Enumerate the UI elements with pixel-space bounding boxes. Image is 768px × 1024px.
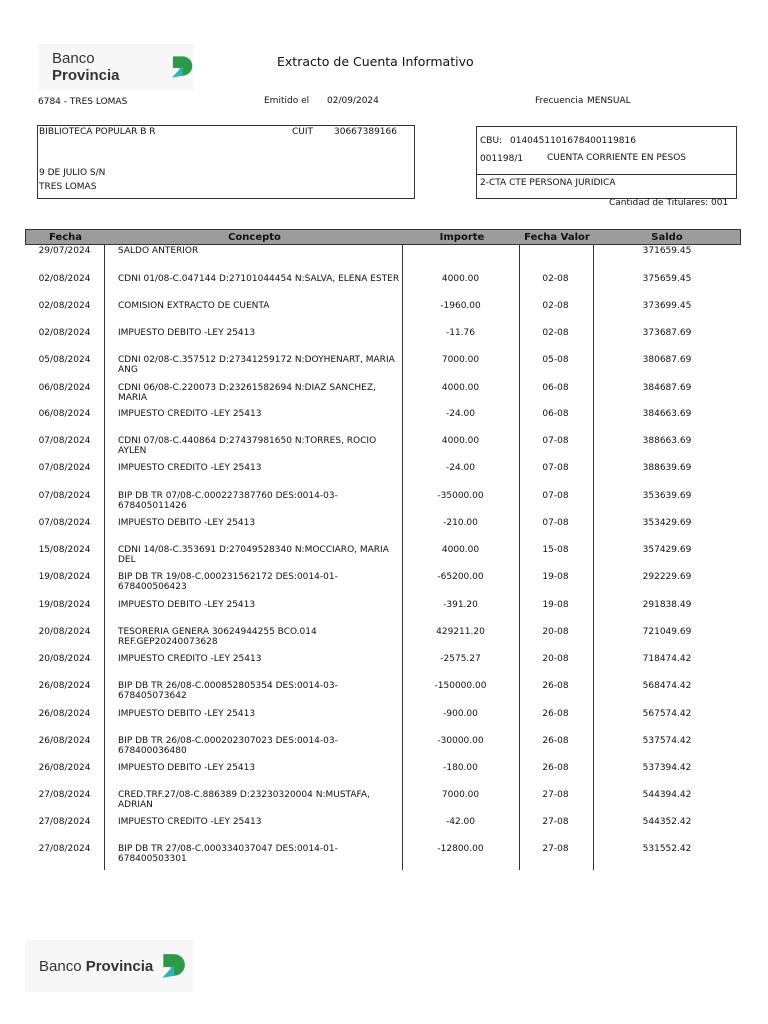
row-balance: 357429.69 — [642, 545, 692, 555]
row-balance: 373699.45 — [642, 301, 692, 311]
issued-label: Emitido el — [264, 96, 310, 106]
branch: 6784 - TRES LOMAS — [38, 97, 128, 107]
column-divider — [519, 245, 520, 870]
row-value-date: 26-08 — [542, 709, 569, 719]
row-balance: 380687.69 — [642, 355, 692, 365]
row-concept: IMPUESTO DEBITO -LEY 25413 — [118, 328, 256, 338]
row-value-date: 19-08 — [542, 572, 569, 582]
client-name: BIBLIOTECA POPULAR B R — [39, 127, 156, 137]
issued-date: 02/09/2024 — [327, 96, 379, 106]
row-amount: -12800.00 — [437, 844, 484, 854]
row-amount: -30000.00 — [437, 736, 484, 746]
cuit-value: 30667389166 — [334, 127, 397, 137]
row-value-date: 07-08 — [542, 491, 569, 501]
row-value-date: 27-08 — [542, 790, 569, 800]
table-header — [25, 229, 741, 245]
header-value-date: Fecha Valor — [524, 231, 590, 243]
row-amount: 429211.20 — [436, 627, 485, 637]
row-amount: -1960.00 — [440, 301, 481, 311]
row-date: 07/08/2024 — [38, 436, 91, 446]
row-amount: -24.00 — [445, 463, 475, 473]
row-value-date: 20-08 — [542, 654, 569, 664]
row-date: 29/07/2024 — [38, 246, 91, 256]
row-date: 02/08/2024 — [38, 274, 91, 284]
row-value-date: 15-08 — [542, 545, 569, 555]
row-concept: CDNI 06/08-C.220073 D:23261582694 N:DIAZ SANCHEZ, MARIA — [118, 383, 376, 403]
bank-logo — [38, 44, 194, 90]
row-concept: IMPUESTO CREDITO -LEY 25413 — [118, 463, 262, 473]
header-balance: Saldo — [651, 231, 683, 243]
row-balance: 721049.69 — [642, 627, 692, 637]
banco-provincia-logo-icon — [169, 54, 194, 80]
row-amount: 4000.00 — [441, 436, 480, 446]
row-balance: 537574.42 — [642, 736, 692, 746]
frequency-value: MENSUAL — [587, 96, 631, 106]
row-balance: 384687.69 — [642, 383, 692, 393]
row-concept: CDNI 01/08-C.047144 D:27101044454 N:SALVA, ELENA ESTER — [118, 274, 400, 284]
row-concept: BIP DB TR 26/08-C.000852805354 DES:0014-03-678405073642 — [118, 681, 338, 701]
row-balance: 388663.69 — [642, 436, 692, 446]
frequency-label: Frecuencia — [535, 96, 584, 106]
row-value-date: 07-08 — [542, 463, 569, 473]
row-balance: 537394.42 — [642, 763, 692, 773]
row-value-date: 26-08 — [542, 736, 569, 746]
row-date: 05/08/2024 — [38, 355, 91, 365]
banco-provincia-logo-icon — [159, 952, 187, 980]
row-date: 07/08/2024 — [38, 463, 91, 473]
row-value-date: 02-08 — [542, 328, 569, 338]
row-balance: 292229.69 — [642, 572, 692, 582]
row-date: 06/08/2024 — [38, 409, 91, 419]
row-date: 06/08/2024 — [38, 383, 91, 393]
row-balance: 291838.49 — [642, 600, 692, 610]
row-balance: 371659.45 — [642, 246, 692, 256]
row-balance: 544394.42 — [642, 790, 692, 800]
row-concept: IMPUESTO DEBITO -LEY 25413 — [118, 518, 256, 528]
row-date: 26/08/2024 — [38, 709, 91, 719]
row-date: 26/08/2024 — [38, 681, 91, 691]
row-date: 26/08/2024 — [38, 736, 91, 746]
row-amount: -65200.00 — [437, 572, 484, 582]
row-amount: -391.20 — [443, 600, 478, 610]
column-divider — [104, 245, 105, 870]
holders-label: Cantidad de Titulares: — [609, 198, 709, 208]
row-date: 19/08/2024 — [38, 572, 91, 582]
row-date: 20/08/2024 — [38, 627, 91, 637]
row-concept: IMPUESTO CREDITO -LEY 25413 — [118, 409, 262, 419]
row-balance: 567574.42 — [642, 709, 692, 719]
row-value-date: 06-08 — [542, 409, 569, 419]
row-amount: -180.00 — [443, 763, 478, 773]
row-concept: CDNI 02/08-C.357512 D:27341259172 N:DOYHENART, MARIA ANG — [118, 355, 395, 375]
row-concept: CRED.TRF.27/08-C.886389 D:23230320004 N:MUSTAFA, ADRIAN — [118, 790, 370, 810]
row-date: 02/08/2024 — [38, 301, 91, 311]
row-value-date: 07-08 — [542, 436, 569, 446]
row-date: 27/08/2024 — [38, 790, 91, 800]
row-value-date: 02-08 — [542, 274, 569, 284]
row-value-date: 20-08 — [542, 627, 569, 637]
bank-name: Banco Provincia — [52, 50, 120, 84]
row-date: 20/08/2024 — [38, 654, 91, 664]
row-value-date: 07-08 — [542, 518, 569, 528]
row-balance: 568474.42 — [642, 681, 692, 691]
holders-value: 001 — [711, 198, 729, 208]
row-concept: IMPUESTO DEBITO -LEY 25413 — [118, 763, 256, 773]
row-concept: IMPUESTO DEBITO -LEY 25413 — [118, 709, 256, 719]
column-divider — [402, 245, 403, 870]
row-amount: 4000.00 — [441, 383, 480, 393]
account-type: CUENTA CORRIENTE EN PESOS — [547, 153, 687, 163]
row-date: 27/08/2024 — [38, 844, 91, 854]
row-balance: 353639.69 — [642, 491, 692, 501]
row-amount: -11.76 — [445, 328, 475, 338]
row-date: 07/08/2024 — [38, 518, 91, 528]
row-balance: 531552.42 — [642, 844, 692, 854]
row-value-date: 27-08 — [542, 817, 569, 827]
row-date: 07/08/2024 — [38, 491, 91, 501]
bank-logo-footer — [25, 940, 193, 992]
row-amount: -35000.00 — [437, 491, 484, 501]
row-amount: -210.00 — [443, 518, 478, 528]
row-balance: 353429.69 — [642, 518, 692, 528]
row-value-date: 02-08 — [542, 301, 569, 311]
row-balance: 718474.42 — [642, 654, 692, 664]
row-concept: SALDO ANTERIOR — [118, 246, 199, 256]
row-concept: BIP DB TR 19/08-C.000231562172 DES:0014-01-678400506423 — [118, 572, 338, 592]
row-value-date: 06-08 — [542, 383, 569, 393]
row-date: 27/08/2024 — [38, 817, 91, 827]
row-date: 02/08/2024 — [38, 328, 91, 338]
row-concept: IMPUESTO CREDITO -LEY 25413 — [118, 654, 262, 664]
row-date: 26/08/2024 — [38, 763, 91, 773]
row-balance: 544352.42 — [642, 817, 692, 827]
row-amount: 4000.00 — [441, 545, 480, 555]
row-amount: -24.00 — [445, 409, 475, 419]
row-concept: TESORERIA GENERA 30624944255 BCO.014 REF.GEP20240073628 — [118, 627, 317, 647]
cbu-value: 0140451101678400119816 — [510, 136, 636, 146]
header-amount: Importe — [439, 231, 485, 243]
row-amount: -42.00 — [445, 817, 475, 827]
row-concept: IMPUESTO DEBITO -LEY 25413 — [118, 600, 256, 610]
row-balance: 384663.69 — [642, 409, 692, 419]
row-value-date: 05-08 — [542, 355, 569, 365]
row-date: 19/08/2024 — [38, 600, 91, 610]
row-balance: 388639.69 — [642, 463, 692, 473]
cbu-label: CBU: — [480, 136, 503, 146]
row-amount: -150000.00 — [434, 681, 487, 691]
address-line2: TRES LOMAS — [39, 182, 97, 192]
row-balance: 373687.69 — [642, 328, 692, 338]
row-amount: -900.00 — [443, 709, 478, 719]
row-amount: -2575.27 — [440, 654, 481, 664]
document-title: Extracto de Cuenta Informativo — [277, 54, 474, 69]
row-concept: COMISION EXTRACTO DE CUENTA — [118, 301, 270, 311]
row-concept: CDNI 14/08-C.353691 D:27049528340 N:MOCCIARO, MARIA DEL — [118, 545, 389, 565]
account-category: 2-CTA CTE PERSONA JURIDICA — [480, 178, 616, 188]
bank-name: Banco Provincia — [39, 957, 154, 975]
header-date: Fecha — [48, 231, 82, 243]
row-value-date: 27-08 — [542, 844, 569, 854]
account-number: 001198/1 — [480, 154, 524, 164]
row-value-date: 26-08 — [542, 681, 569, 691]
row-date: 15/08/2024 — [38, 545, 91, 555]
row-amount: 7000.00 — [441, 790, 480, 800]
address-line1: 9 DE JULIO S/N — [39, 168, 106, 178]
row-concept: IMPUESTO CREDITO -LEY 25413 — [118, 817, 262, 827]
cuit-label: CUIT — [292, 127, 314, 137]
row-value-date: 19-08 — [542, 600, 569, 610]
row-concept: BIP DB TR 27/08-C.000334037047 DES:0014-01-678400503301 — [118, 844, 338, 864]
column-divider — [593, 245, 594, 870]
row-concept: BIP DB TR 07/08-C.000227387760 DES:0014-03-678405011426 — [118, 491, 338, 511]
row-concept: CDNI 07/08-C.440864 D:27437981650 N:TORRES, ROCIO AYLEN — [118, 436, 377, 456]
row-amount: 7000.00 — [441, 355, 480, 365]
row-amount: 4000.00 — [441, 274, 480, 284]
row-concept: BIP DB TR 26/08-C.000202307023 DES:0014-03-678400036480 — [118, 736, 338, 756]
account-box-divider — [476, 174, 737, 175]
row-balance: 375659.45 — [642, 274, 692, 284]
row-value-date: 26-08 — [542, 763, 569, 773]
header-concept: Concepto — [228, 231, 281, 243]
